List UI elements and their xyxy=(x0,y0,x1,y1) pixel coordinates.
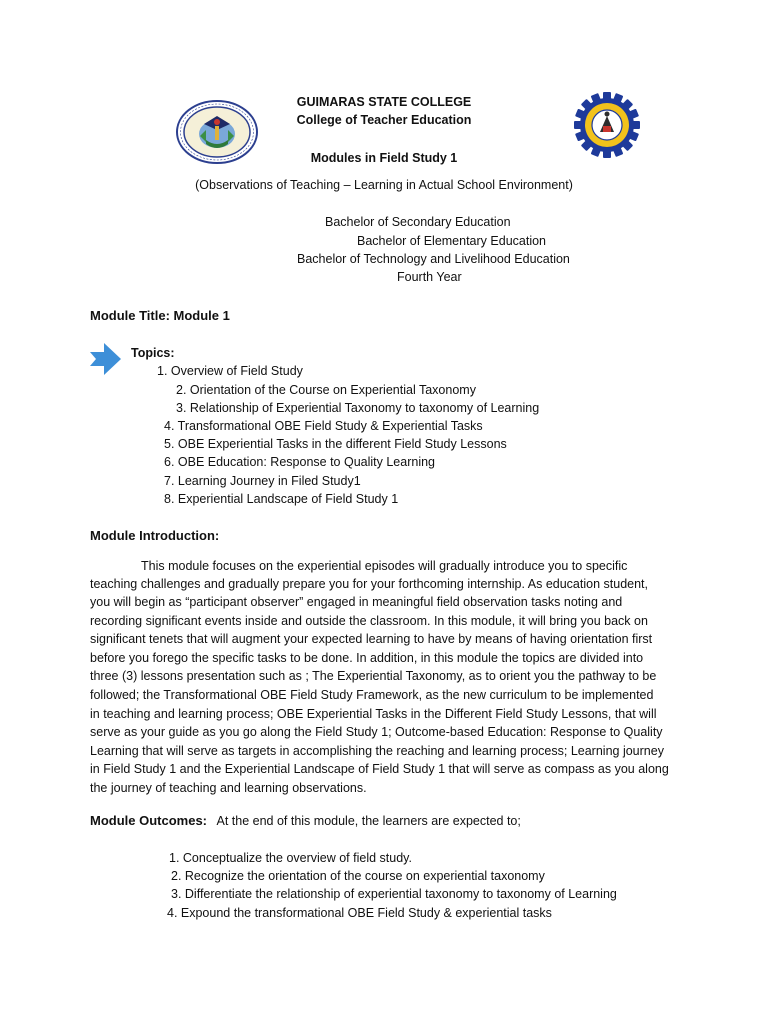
introduction-line: Learning that will serve as targets in accomplishing the reaching and learning process; Learning journey xyxy=(90,744,664,758)
institution-name: GUIMARAS STATE COLLEGE xyxy=(296,95,472,109)
topic-item: 3. Relationship of Experiential Taxonomy to taxonomy of Learning xyxy=(176,401,540,415)
introduction-line: serve as your guide as you go along the Field Study 1; Outcome-based Education: Response to Quality xyxy=(90,725,663,739)
introduction-line: followed; the Transformational OBE Field Study Framework, as the new curriculum to be implemented xyxy=(90,688,654,702)
outcome-item: 1. Conceptualize the overview of field study. xyxy=(169,851,412,865)
introduction-line: recording significant events inside and outside the classroom. In this module, it will bring you back on xyxy=(90,614,648,628)
program-technology: Bachelor of Technology and Livelihood Education xyxy=(297,252,570,266)
introduction-line: you will begin as “participant observer” engaged in meaningful field observation tasks noting and xyxy=(90,595,623,609)
outcomes-heading: Module Outcomes: xyxy=(90,813,208,828)
outcome-item: 3. Differentiate the relationship of experiential taxonomy to taxonomy of Learning xyxy=(171,887,617,901)
topic-item: 1. Overview of Field Study xyxy=(157,364,303,378)
introduction-line: the journey of teaching and learning observations. xyxy=(90,781,367,795)
introduction-line: teaching challenges and gradually prepare you for your forthcoming internship. As education student, xyxy=(90,577,648,591)
topic-item: 2. Orientation of the Course on Experiential Taxonomy xyxy=(176,383,476,397)
outcomes-lead: At the end of this module, the learners are expected to; xyxy=(216,814,521,828)
program-elementary: Bachelor of Elementary Education xyxy=(357,234,546,248)
topic-item: 4. Transformational OBE Field Study & Experiential Tasks xyxy=(164,419,483,433)
modules-title: Modules in Field Study 1 xyxy=(310,151,458,165)
topic-item: 8. Experiential Landscape of Field Study 1 xyxy=(164,492,399,506)
introduction-line: before you forego the specific tasks to be done. In addition, in this module the topics are divided into xyxy=(90,651,644,665)
topics-label: Topics: xyxy=(131,346,175,360)
introduction-line: significant tenets that will augment your expected learning to have by means of having orientation first xyxy=(90,632,653,646)
course-subtitle: (Observations of Teaching – Learning in Actual School Environment) xyxy=(195,178,573,192)
topic-item: 7. Learning Journey in Filed Study1 xyxy=(164,474,361,488)
introduction-line: in teaching and learning process; OBE Experiential Tasks in the Different Field Study Lessons, that will xyxy=(90,707,657,721)
outcome-item: 2. Recognize the orientation of the course on experiential taxonomy xyxy=(171,869,545,883)
year-level: Fourth Year xyxy=(397,270,462,284)
topic-item: 6. OBE Education: Response to Quality Learning xyxy=(164,455,435,469)
arrow-right-icon xyxy=(90,342,122,376)
college-name: College of Teacher Education xyxy=(296,113,472,127)
outcomes-header xyxy=(90,813,521,829)
introduction-line: This module focuses on the experiential episodes will gradually introduce you to specific xyxy=(141,559,628,573)
introduction-line: three (3) lessons presentation such as ; The Experiential Taxonomy, as to orient you the pathway to be xyxy=(90,669,657,683)
introduction-line: in Field Study 1 and the Experiential Landscape of Field Study 1 that will serve as compass as you along xyxy=(90,762,669,776)
outcome-item: 4. Expound the transformational OBE Field Study & experiential tasks xyxy=(167,906,552,920)
module-title: Module Title: Module 1 xyxy=(90,308,230,323)
topic-item: 5. OBE Experiential Tasks in the different Field Study Lessons xyxy=(164,437,507,451)
program-secondary: Bachelor of Secondary Education xyxy=(325,215,511,229)
introduction-heading: Module Introduction: xyxy=(90,528,220,543)
